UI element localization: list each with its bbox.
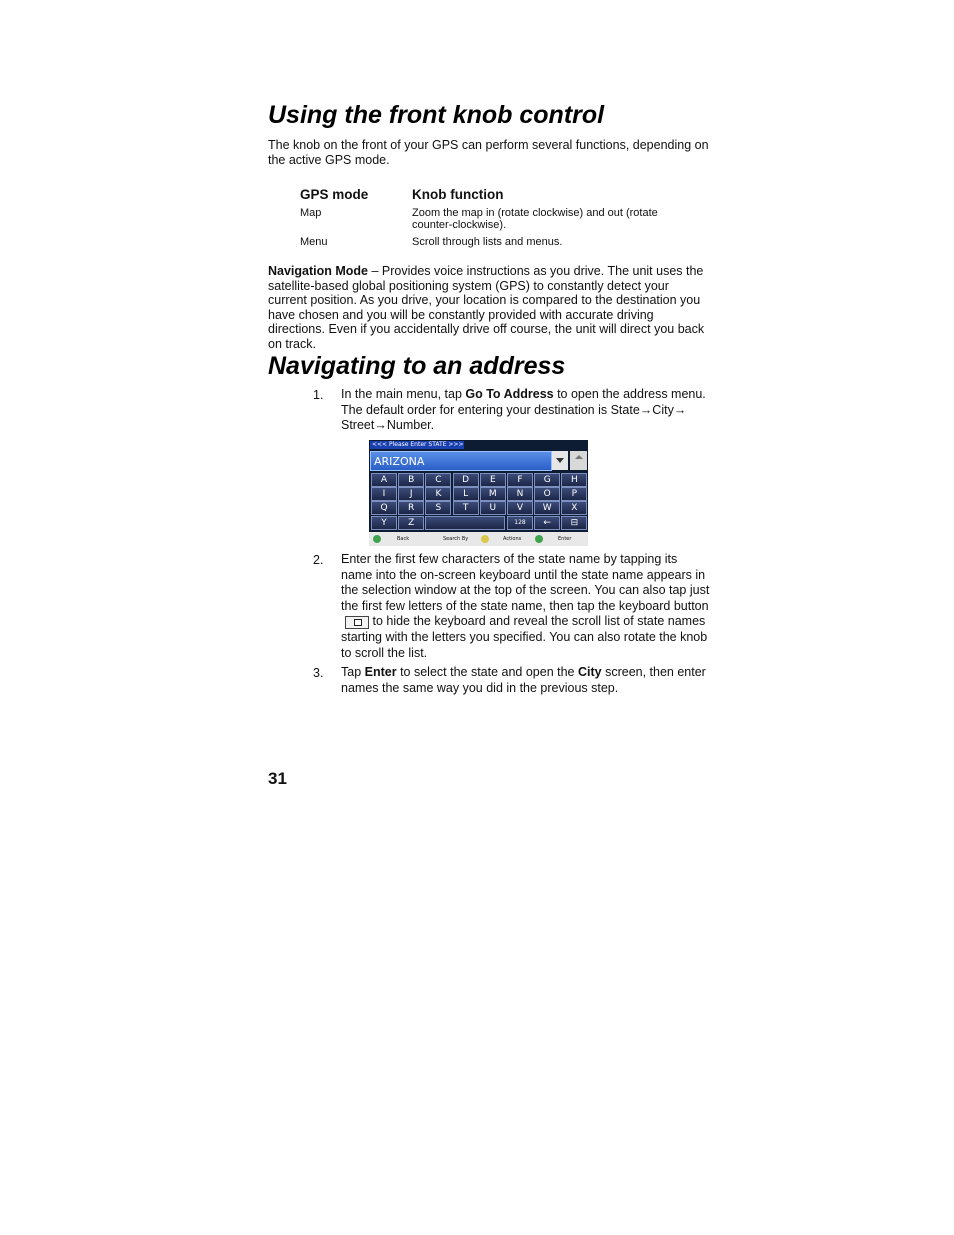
table-cell-function: Scroll through lists and menus.: [412, 236, 563, 248]
keyboard-key-v[interactable]: V: [507, 501, 533, 515]
keyboard-key-space[interactable]: [425, 516, 505, 530]
step-number: 1.: [313, 388, 324, 402]
keyboard-key-hide[interactable]: ⊟: [561, 516, 587, 530]
keyboard-key-e[interactable]: E: [480, 473, 506, 487]
keyboard-key-y[interactable]: Y: [371, 516, 397, 530]
step-text: [341, 552, 711, 661]
state-input-field[interactable]: [370, 451, 552, 471]
keyboard-toggle-icon: [345, 616, 369, 629]
keyboard-key-i[interactable]: I: [371, 487, 397, 501]
keyboard-key-c[interactable]: C: [425, 473, 451, 487]
enter-arrow-icon: [535, 535, 543, 543]
keyboard-key-j[interactable]: J: [398, 487, 424, 501]
table-cell-mode: Menu: [300, 236, 328, 248]
keyboard-key-backspace[interactable]: ←: [534, 516, 560, 530]
gps-state-entry-screen: [369, 440, 588, 546]
keyboard-key-m[interactable]: M: [480, 487, 506, 501]
table-header-function: Knob function: [412, 187, 504, 202]
keyboard-key-l[interactable]: L: [453, 487, 479, 501]
keyboard-key-g[interactable]: G: [534, 473, 560, 487]
scroll-up-icon[interactable]: [570, 451, 587, 470]
step-text: [341, 665, 711, 696]
section-title-address: Navigating to an address: [268, 352, 566, 380]
step-number: 2.: [313, 553, 324, 567]
keyboard-key-n[interactable]: N: [507, 487, 533, 501]
step-text-part: Enter the first few characters of the state name by tapping its name into the on-screen keyboard until the state name appears in the selection window at the top of the screen. You can also tap just the first few letters of the state name, then tap the keyboard button: [341, 552, 710, 613]
bottom-action-bar: [369, 532, 588, 546]
back-button[interactable]: Back: [397, 536, 410, 542]
back-arrow-icon: [373, 535, 381, 543]
search-by-button[interactable]: Search By: [443, 536, 469, 542]
keyboard-key-q[interactable]: Q: [371, 501, 397, 515]
step-text-part: screen, then enter names the same way you did in the previous step.: [341, 665, 706, 695]
step-text-part: Tap: [341, 665, 365, 679]
keyboard-key-x[interactable]: X: [561, 501, 587, 515]
step-number: 3.: [313, 666, 324, 680]
keyboard-key-d[interactable]: D: [453, 473, 479, 487]
keyboard-key-p[interactable]: P: [561, 487, 587, 501]
page-number: 31: [268, 769, 287, 788]
keyboard-key-a[interactable]: A: [371, 473, 397, 487]
step-bold: Go To Address: [465, 387, 554, 401]
keyboard-key-numbers[interactable]: 128: [507, 516, 533, 530]
step-text-part: to select the state and open the: [396, 665, 578, 679]
screen-title-bar: <<< Please Enter STATE >>>: [372, 441, 464, 448]
step-bold: Enter: [364, 665, 397, 679]
step-text: [341, 387, 711, 434]
actions-icon: [481, 535, 489, 543]
keyboard-key-s[interactable]: S: [425, 501, 451, 515]
keyboard-key-o[interactable]: O: [534, 487, 560, 501]
step-text-part: to open the address menu. The default order for entering your destination is State→City→ Street→Number.: [341, 387, 706, 433]
navigation-mode-paragraph: [268, 264, 710, 352]
step-text-part: In the main menu, tap: [341, 387, 466, 401]
keyboard-key-u[interactable]: U: [480, 501, 506, 515]
navigation-mode-text: – Provides voice instructions as you drive. The unit uses the satellite-based global positioning system (GPS) to constantly detect your current position. As you drive, your location is compared to the destination you have chosen and you will be constantly provided with accurate driving directions. Even if you accidentally drive off course, the unit will direct you back on track.: [268, 264, 705, 351]
keyboard-key-t[interactable]: T: [453, 501, 479, 515]
step-bold: City: [577, 665, 602, 679]
keyboard-key-f[interactable]: F: [507, 473, 533, 487]
keyboard-key-r[interactable]: R: [398, 501, 424, 515]
table-cell-mode: Map: [300, 207, 322, 219]
keyboard-key-z[interactable]: Z: [398, 516, 424, 530]
keyboard-key-w[interactable]: W: [534, 501, 560, 515]
enter-button[interactable]: Enter: [558, 536, 572, 542]
section-title-knob: Using the front knob control: [268, 101, 605, 129]
actions-button[interactable]: Actions: [503, 536, 522, 542]
keyboard-key-b[interactable]: B: [398, 473, 424, 487]
table-cell-function: Zoom the map in (rotate clockwise) and out (rotate counter-clockwise).: [412, 207, 658, 231]
table-header-mode: GPS mode: [300, 187, 369, 202]
step-text-part: to hide the keyboard and reveal the scroll list of state names starting with the letters you specified. You can also rotate the knob to scroll the list.: [341, 614, 708, 660]
dropdown-arrow-icon[interactable]: [552, 451, 568, 470]
keyboard-key-k[interactable]: K: [425, 487, 451, 501]
keyboard-key-h[interactable]: H: [561, 473, 587, 487]
state-input-value: ARIZONA: [374, 455, 425, 468]
navigation-mode-label: Navigation Mode: [268, 264, 369, 278]
intro-paragraph: The knob on the front of your GPS can perform several functions, depending on the active GPS mode.: [268, 138, 709, 167]
